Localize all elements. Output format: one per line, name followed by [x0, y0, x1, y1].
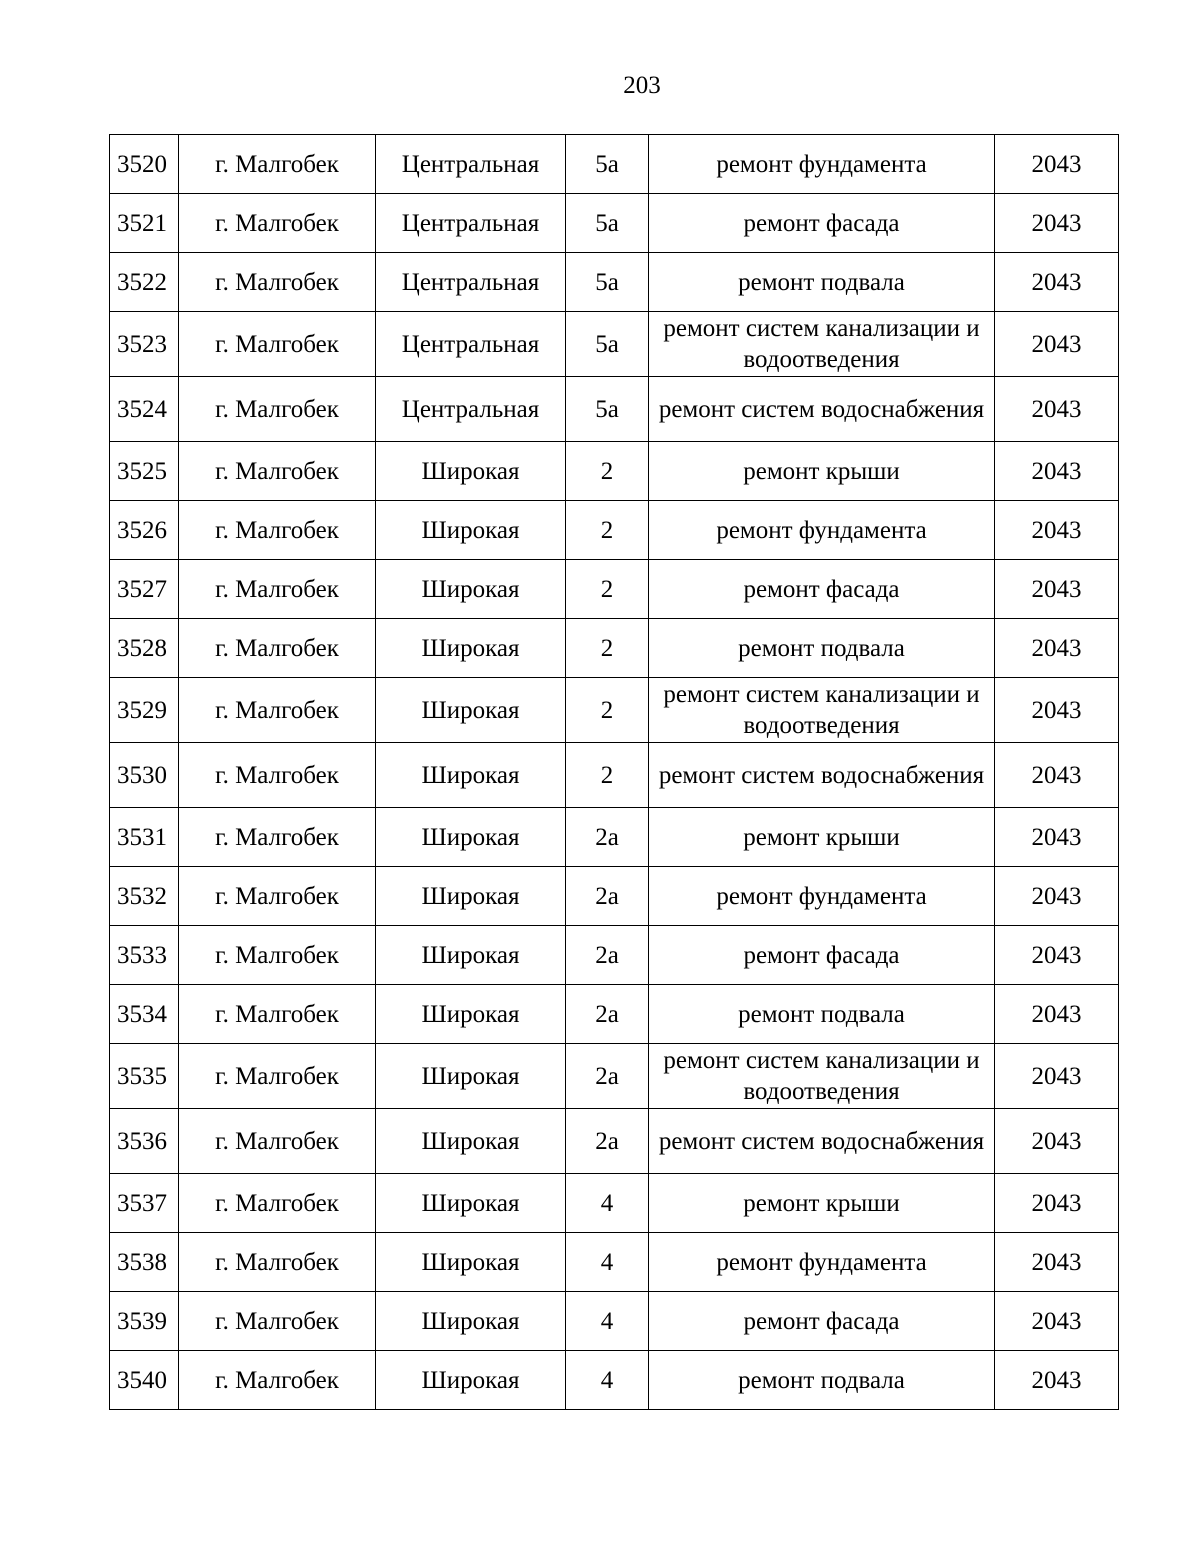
- year-cell: 2043: [995, 194, 1119, 253]
- work-type-cell: ремонт подвала: [649, 1351, 995, 1410]
- house-cell: 4: [566, 1233, 649, 1292]
- table-row: [110, 312, 1119, 377]
- house-cell: 2а: [566, 985, 649, 1044]
- work-type-cell: ремонт крыши: [649, 808, 995, 867]
- year-cell: 2043: [995, 501, 1119, 560]
- table-row: [110, 1292, 1119, 1351]
- table-row: [110, 985, 1119, 1044]
- city-cell: г. Малгобек: [179, 442, 376, 501]
- city-cell: г. Малгобек: [179, 253, 376, 312]
- row-number-cell: 3522: [110, 253, 179, 312]
- street-cell: Центральная: [376, 194, 566, 253]
- work-type-cell: ремонт фундамента: [649, 501, 995, 560]
- year-cell: 2043: [995, 985, 1119, 1044]
- year-cell: 2043: [995, 1109, 1119, 1174]
- table-row: [110, 135, 1119, 194]
- city-cell: г. Малгобек: [179, 377, 376, 442]
- year-cell: 2043: [995, 312, 1119, 377]
- house-cell: 2: [566, 442, 649, 501]
- table-row: [110, 1351, 1119, 1410]
- work-type-cell: ремонт фундамента: [649, 135, 995, 194]
- row-number-cell: 3531: [110, 808, 179, 867]
- year-cell: 2043: [995, 678, 1119, 743]
- row-number-cell: 3532: [110, 867, 179, 926]
- table-row: [110, 377, 1119, 442]
- year-cell: 2043: [995, 135, 1119, 194]
- street-cell: Широкая: [376, 867, 566, 926]
- table-row: [110, 194, 1119, 253]
- row-number-cell: 3538: [110, 1233, 179, 1292]
- work-type-cell: ремонт фундамента: [649, 1233, 995, 1292]
- city-cell: г. Малгобек: [179, 1044, 376, 1109]
- work-type-cell: ремонт систем водоснабжения: [649, 743, 995, 808]
- row-number-cell: 3521: [110, 194, 179, 253]
- row-number-cell: 3536: [110, 1109, 179, 1174]
- work-type-cell: ремонт подвала: [649, 985, 995, 1044]
- city-cell: г. Малгобек: [179, 194, 376, 253]
- year-cell: 2043: [995, 619, 1119, 678]
- street-cell: Широкая: [376, 1233, 566, 1292]
- house-cell: 4: [566, 1292, 649, 1351]
- work-type-cell: ремонт систем канализации и водоотведения: [649, 312, 995, 377]
- work-type-cell: ремонт крыши: [649, 1174, 995, 1233]
- row-number-cell: 3540: [110, 1351, 179, 1410]
- row-number-cell: 3539: [110, 1292, 179, 1351]
- table-row: [110, 1233, 1119, 1292]
- city-cell: г. Малгобек: [179, 867, 376, 926]
- city-cell: г. Малгобек: [179, 312, 376, 377]
- house-cell: 5а: [566, 135, 649, 194]
- house-cell: 5а: [566, 194, 649, 253]
- house-cell: 2а: [566, 1044, 649, 1109]
- city-cell: г. Малгобек: [179, 1174, 376, 1233]
- work-type-cell: ремонт систем канализации и водоотведения: [649, 678, 995, 743]
- house-cell: 2: [566, 743, 649, 808]
- year-cell: 2043: [995, 1044, 1119, 1109]
- street-cell: Широкая: [376, 1109, 566, 1174]
- street-cell: Широкая: [376, 678, 566, 743]
- year-cell: 2043: [995, 1292, 1119, 1351]
- table-row: [110, 1174, 1119, 1233]
- row-number-cell: 3526: [110, 501, 179, 560]
- table-row: [110, 867, 1119, 926]
- year-cell: 2043: [995, 867, 1119, 926]
- row-number-cell: 3527: [110, 560, 179, 619]
- work-type-cell: ремонт фасада: [649, 194, 995, 253]
- work-type-cell: ремонт систем водоснабжения: [649, 1109, 995, 1174]
- work-type-cell: ремонт фундамента: [649, 867, 995, 926]
- year-cell: 2043: [995, 1174, 1119, 1233]
- table-row: [110, 619, 1119, 678]
- year-cell: 2043: [995, 743, 1119, 808]
- year-cell: 2043: [995, 808, 1119, 867]
- table-row: [110, 560, 1119, 619]
- street-cell: Центральная: [376, 135, 566, 194]
- year-cell: 2043: [995, 1233, 1119, 1292]
- page-number: 203: [623, 72, 661, 99]
- table-row: [110, 678, 1119, 743]
- row-number-cell: 3523: [110, 312, 179, 377]
- row-number-cell: 3534: [110, 985, 179, 1044]
- table-row: [110, 1044, 1119, 1109]
- street-cell: Центральная: [376, 377, 566, 442]
- work-type-cell: ремонт фасада: [649, 1292, 995, 1351]
- house-cell: 2а: [566, 808, 649, 867]
- table-row: [110, 442, 1119, 501]
- house-cell: 5а: [566, 312, 649, 377]
- year-cell: 2043: [995, 1351, 1119, 1410]
- row-number-cell: 3533: [110, 926, 179, 985]
- row-number-cell: 3535: [110, 1044, 179, 1109]
- work-type-cell: ремонт подвала: [649, 253, 995, 312]
- row-number-cell: 3528: [110, 619, 179, 678]
- street-cell: Широкая: [376, 1292, 566, 1351]
- house-cell: 2а: [566, 926, 649, 985]
- street-cell: Центральная: [376, 312, 566, 377]
- street-cell: Широкая: [376, 1174, 566, 1233]
- street-cell: Широкая: [376, 926, 566, 985]
- street-cell: Широкая: [376, 743, 566, 808]
- house-cell: 4: [566, 1174, 649, 1233]
- year-cell: 2043: [995, 560, 1119, 619]
- house-cell: 5а: [566, 377, 649, 442]
- row-number-cell: 3525: [110, 442, 179, 501]
- house-cell: 2: [566, 501, 649, 560]
- work-type-cell: ремонт систем канализации и водоотведения: [649, 1044, 995, 1109]
- city-cell: г. Малгобек: [179, 135, 376, 194]
- year-cell: 2043: [995, 926, 1119, 985]
- table-body: [110, 135, 1119, 1410]
- street-cell: Широкая: [376, 501, 566, 560]
- row-number-cell: 3529: [110, 678, 179, 743]
- city-cell: г. Малгобек: [179, 985, 376, 1044]
- table-row: [110, 1109, 1119, 1174]
- house-cell: 5а: [566, 253, 649, 312]
- year-cell: 2043: [995, 253, 1119, 312]
- street-cell: Широкая: [376, 1351, 566, 1410]
- street-cell: Широкая: [376, 1044, 566, 1109]
- repair-schedule-table: [109, 134, 1119, 1410]
- work-type-cell: ремонт подвала: [649, 619, 995, 678]
- table-row: [110, 501, 1119, 560]
- table-row: [110, 743, 1119, 808]
- table-row: [110, 926, 1119, 985]
- city-cell: г. Малгобек: [179, 619, 376, 678]
- city-cell: г. Малгобек: [179, 1233, 376, 1292]
- house-cell: 4: [566, 1351, 649, 1410]
- work-type-cell: ремонт фасада: [649, 560, 995, 619]
- row-number-cell: 3524: [110, 377, 179, 442]
- house-cell: 2а: [566, 867, 649, 926]
- house-cell: 2: [566, 678, 649, 743]
- work-type-cell: ремонт фасада: [649, 926, 995, 985]
- street-cell: Широкая: [376, 619, 566, 678]
- row-number-cell: 3530: [110, 743, 179, 808]
- city-cell: г. Малгобек: [179, 678, 376, 743]
- house-cell: 2: [566, 560, 649, 619]
- house-cell: 2: [566, 619, 649, 678]
- year-cell: 2043: [995, 442, 1119, 501]
- table-row: [110, 253, 1119, 312]
- city-cell: г. Малгобек: [179, 1351, 376, 1410]
- street-cell: Широкая: [376, 560, 566, 619]
- city-cell: г. Малгобек: [179, 808, 376, 867]
- city-cell: г. Малгобек: [179, 926, 376, 985]
- city-cell: г. Малгобек: [179, 560, 376, 619]
- city-cell: г. Малгобек: [179, 1292, 376, 1351]
- street-cell: Широкая: [376, 985, 566, 1044]
- city-cell: г. Малгобек: [179, 1109, 376, 1174]
- year-cell: 2043: [995, 377, 1119, 442]
- street-cell: Широкая: [376, 808, 566, 867]
- city-cell: г. Малгобек: [179, 501, 376, 560]
- row-number-cell: 3537: [110, 1174, 179, 1233]
- table-row: [110, 808, 1119, 867]
- work-type-cell: ремонт систем водоснабжения: [649, 377, 995, 442]
- street-cell: Широкая: [376, 442, 566, 501]
- house-cell: 2а: [566, 1109, 649, 1174]
- work-type-cell: ремонт крыши: [649, 442, 995, 501]
- city-cell: г. Малгобек: [179, 743, 376, 808]
- street-cell: Центральная: [376, 253, 566, 312]
- row-number-cell: 3520: [110, 135, 179, 194]
